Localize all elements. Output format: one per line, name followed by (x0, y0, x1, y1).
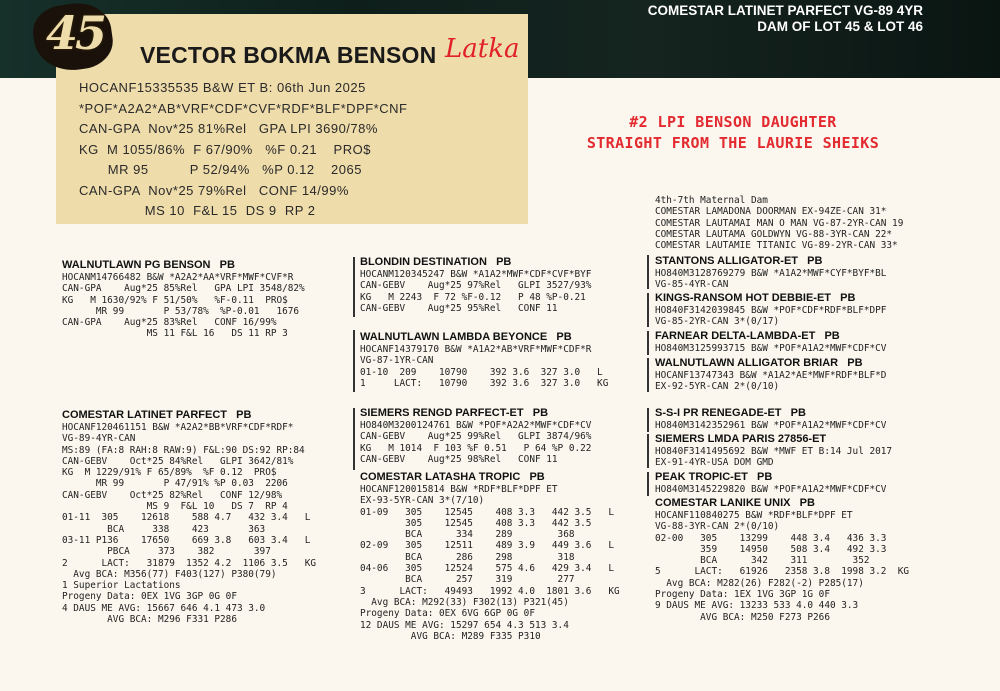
sire-dam-line: VG-87-1YR-CAN (360, 355, 434, 367)
dam-dam-line: 305 12545 408 3.3 442 3.5 (360, 517, 592, 529)
maternal-dams-block (655, 195, 903, 251)
ancestor-line: VG-85-2YR-CAN 3*(0/17) (655, 316, 780, 328)
dam-line: CAN-GEBV Oct*25 84%Rel GLPI 3642/81% (62, 455, 294, 467)
dam-dam-line: 04-06 305 12524 575 4.6 429 3.4 L (360, 563, 614, 575)
dam-dam-line: BCA 334 289 368 (360, 529, 575, 541)
pedigree-bracket (647, 293, 649, 327)
ancestor-name: STANTONS ALLIGATOR-ET PB (655, 255, 823, 267)
lot-number: 45 (46, 6, 105, 60)
ancestor-line: HOCANF110840275 B&W *RDF*BLF*DPF ET (655, 510, 853, 521)
sire-dam-line: 01-10 209 10790 392 3.6 327 3.0 L (360, 366, 603, 378)
ancestor-line: 02-00 305 13299 448 3.4 436 3.3 (655, 532, 887, 544)
ancestor-name: WALNUTLAWN ALLIGATOR BRIAR PB (655, 357, 863, 369)
ancestor-line: HOCANF13747343 B&W *A1A2*AE*MWF*RDF*BLF*D (655, 370, 887, 381)
headline-line2: STRAIGHT FROM THE LAURIE SHEIKS (586, 134, 880, 152)
ancestor-line: Progeny Data: 1EX 1VG 3GP 1G 0F (655, 589, 830, 601)
maternal-line: COMESTAR LAUTAMA GOLDWYN VG-88-3YR-CAN 22* (655, 228, 893, 240)
ancestor-line: Avg BCA: M282(26) F282(-2) P285(17) (655, 577, 864, 589)
ancestor-block (655, 471, 886, 495)
ancestor-block (655, 433, 892, 469)
dam-title (648, 3, 923, 35)
lot-detail-line: MS 10 F&L 15 DS 9 RP 2 (79, 203, 316, 218)
ancestor-block (655, 330, 886, 354)
dam-line: PBCA 373 382 397 (62, 546, 271, 558)
dam-line: 1 Superior Lactations (62, 580, 181, 592)
sire-dam-block (360, 331, 608, 389)
dam-sire-block (360, 407, 591, 465)
dam-sire-line: CAN-GEBV Aug*25 98%Rel CONF 11 (360, 453, 558, 465)
ancestor-line: EX-92-5YR-CAN 2*(0/10) (655, 381, 780, 393)
ancestor-line: HO840M3128769279 B&W *A1A2*MWF*CYF*BYF*BL (655, 268, 887, 279)
dam-line: 4 DAUS ME AVG: 15667 646 4.1 473 3.0 (62, 602, 266, 614)
pedigree-bracket (647, 472, 649, 496)
pedigree-bracket (353, 408, 355, 470)
sire-line: CAN-GPA Aug*25 85%Rel GPA LPI 3548/82% (62, 283, 305, 295)
dam-dam-line: BCA 286 298 318 (360, 551, 575, 563)
ancestor-line: HO840F3141495692 B&W *MWF ET B:14 Jul 2017 (655, 446, 893, 457)
headline (566, 112, 900, 154)
lot-detail-line: HOCANF15335535 B&W ET B: 06th Jun 2025 (79, 80, 366, 95)
sire-sire-line: KG M 2243 F 72 %F-0.12 P 48 %P-0.21 (360, 291, 586, 303)
sire-sire-line: HOCANM120345247 B&W *A1A2*MWF*CDF*CVF*BYF (360, 269, 592, 280)
lot-detail-line: KG M 1055/86% F 67/90% %F 0.21 PRO$ (79, 141, 371, 157)
ancestor-line: VG-85-4YR-CAN (655, 279, 729, 291)
sire-line: CAN-GPA Aug*25 83%Rel CONF 16/99% (62, 317, 277, 329)
ancestor-block (655, 292, 886, 328)
dam-line: CAN-GEBV Oct*25 82%Rel CONF 12/98% (62, 489, 283, 501)
dam-dam-line: 01-09 305 12545 408 3.3 442 3.5 L (360, 506, 614, 518)
dam-dam-line: 02-09 305 12511 489 3.9 449 3.6 L (360, 540, 614, 552)
sire-sire-line: CAN-GEBV Aug*25 97%Rel GLPI 3527/93% (360, 280, 592, 292)
dam-sire-line: KG M 1014 F 103 %F 0.51 P 64 %P 0.22 (360, 442, 592, 454)
dam-title-line1: COMESTAR LATINET PARFECT VG-89 4YR (647, 3, 923, 18)
pedigree-bracket (647, 408, 649, 432)
lot-details (79, 78, 407, 222)
dam-name: COMESTAR LATINET PARFECT PB (62, 409, 252, 421)
dam-dam-line: HOCANF120015814 B&W *RDF*BLF*DPF ET (360, 484, 558, 495)
pedigree-bracket (647, 434, 649, 468)
sire-line: MR 99 P 53/78% %P-0.01 1676 (62, 305, 300, 317)
ancestor-name: SIEMERS LMDA PARIS 27856-ET (655, 433, 827, 445)
ancestor-line: HO840M3125993715 B&W *POF*A1A2*MWF*CDF*CV (655, 343, 887, 354)
lot-detail-line: CAN-GPA Nov*25 81%Rel GPA LPI 3690/78% (79, 121, 378, 136)
ancestor-block (655, 357, 886, 393)
ancestor-line: BCA 342 311 352 (655, 555, 870, 567)
ancestor-line: VG-88-3YR-CAN 2*(0/10) (655, 521, 780, 533)
lot-detail-line: *POF*A2A2*AB*VRF*CDF*CVF*RDF*BLF*DPF*CNF (79, 100, 408, 116)
maternal-line: 4th-7th Maternal Dam (655, 195, 768, 206)
sire-line: MS 11 F&L 16 DS 11 RP 3 (62, 328, 288, 340)
ancestor-name: FARNEAR DELTA-LAMBDA-ET PB (655, 330, 840, 342)
dam-line: 03-11 P136 17650 669 3.8 603 3.4 L (62, 534, 311, 546)
sire-line: KG M 1630/92% F 51/50% %F-0.11 PRO$ (62, 294, 288, 306)
dam-line: 2 LACT: 31879 1352 4.2 1106 3.5 KG (62, 557, 316, 569)
ancestor-name: KINGS-RANSOM HOT DEBBIE-ET PB (655, 292, 856, 304)
maternal-line: COMESTAR LAUTAMIE TITANIC VG-89-2YR-CAN 33* (655, 240, 898, 252)
pedigree-bracket (647, 255, 649, 289)
dam-dam-line: 3 LACT: 49493 1992 4.0 1801 3.6 KG (360, 585, 620, 597)
headline-line1: #2 LPI BENSON DAUGHTER (629, 113, 837, 131)
dam-dam-line: 12 DAUS ME AVG: 15297 654 4.3 513 3.4 (360, 619, 569, 631)
pedigree-bracket (353, 257, 355, 317)
ancestor-line: 359 14950 508 3.4 492 3.3 (655, 543, 887, 555)
dam-dam-line: Avg BCA: M292(33) F302(13) P321(45) (360, 596, 569, 608)
dam-sire-name: SIEMERS RENGD PARFECT-ET PB (360, 407, 549, 419)
ancestor-line: AVG BCA: M250 F273 P266 (655, 611, 830, 623)
sire-dam-line: HOCANF14379170 B&W *A1A2*AB*VRF*MWF*CDF*R (360, 344, 592, 355)
ancestor-line: EX-91-4YR-USA DOM GMD (655, 457, 774, 469)
sire-sire-line: CAN-GEBV Aug*25 95%Rel CONF 11 (360, 302, 558, 314)
dam-line: Progeny Data: 0EX 1VG 3GP 0G 0F (62, 591, 237, 603)
pedigree-bracket (647, 331, 649, 355)
sire-block (62, 259, 305, 340)
ancestor-block (655, 255, 886, 291)
sire-sire-name: BLONDIN DESTINATION PB (360, 256, 512, 268)
ancestor-line: HO840F3142039845 B&W *POF*CDF*RDF*BLF*DPF (655, 305, 887, 316)
dam-line: VG-89-4YR-CAN (62, 433, 136, 445)
sire-name: WALNUTLAWN PG BENSON PB (62, 259, 235, 271)
sire-sire-block (360, 256, 591, 314)
dam-line: KG M 1229/91% F 65/89% %F 0.12 PRO$ (62, 467, 277, 479)
dam-dam-line: Progeny Data: 0EX 6VG 6GP 0G 0F (360, 608, 535, 620)
dam-line: MR 99 P 47/91% %P 0.03 2206 (62, 478, 288, 490)
ancestor-line: HO840M3142352961 B&W *POF*A1A2*MWF*CDF*CV (655, 420, 887, 431)
dam-line: MS 9 F&L 10 DS 7 RP 4 (62, 501, 288, 513)
dam-line: AVG BCA: M296 F331 P286 (62, 614, 237, 626)
dam-line: HOCANF120461151 B&W *A2A2*BB*VRF*CDF*RDF* (62, 422, 294, 433)
dam-title-line2: DAM OF LOT 45 & LOT 46 (757, 19, 923, 34)
ancestor-line: HO840M3145229820 B&W *POF*A1A2*MWF*CDF*CV (655, 484, 887, 495)
ancestor-name: COMESTAR LANIKE UNIX PB (655, 497, 815, 509)
ancestor-line: 9 DAUS ME AVG: 13233 533 4.0 440 3.3 (655, 600, 859, 612)
dam-line: BCA 338 423 363 (62, 523, 266, 535)
dam-dam-line: BCA 257 319 277 (360, 574, 575, 586)
dam-dam-line: AVG BCA: M289 F335 P310 (360, 630, 541, 642)
maternal-line: COMESTAR LAUTAMAI MAN O MAN VG-87-2YR-CAN 19 (655, 217, 904, 229)
lot-detail-line: MR 95 P 52/94% %P 0.12 2065 (79, 162, 362, 177)
animal-nickname: Latka (445, 34, 520, 64)
animal-name: VECTOR BOKMA BENSON (140, 42, 437, 68)
dam-dam-block (360, 471, 620, 642)
dam-sire-line: HO840M3200124761 B&W *POF*A2A2*MWF*CDF*CV (360, 420, 592, 431)
ancestor-block (655, 497, 909, 623)
ancestor-name: PEAK TROPIC-ET PB (655, 471, 773, 483)
sire-line: HOCANM14766482 B&W *A2A2*AA*VRF*MWF*CVF*R (62, 272, 294, 283)
sire-dam-name: WALNUTLAWN LAMBDA BEYONCE PB (360, 331, 572, 343)
dam-dam-name: COMESTAR LATASHA TROPIC PB (360, 471, 545, 483)
dam-dam-line: EX-93-5YR-CAN 3*(7/10) (360, 495, 485, 507)
pedigree-bracket (647, 358, 649, 392)
ancestor-block (655, 407, 886, 431)
dam-block (62, 409, 316, 625)
sire-dam-line: 1 LACT: 10790 392 3.6 327 3.0 KG (360, 377, 609, 389)
lot-detail-line: CAN-GPA Nov*25 79%Rel CONF 14/99% (79, 182, 349, 198)
dam-sire-line: CAN-GEBV Aug*25 99%Rel GLPI 3874/96% (360, 431, 592, 443)
ancestor-line: 5 LACT: 61926 2358 3.8 1998 3.2 KG (655, 566, 909, 578)
dam-line: 01-11 305 12618 588 4.7 432 3.4 L (62, 512, 311, 524)
pedigree-bracket (353, 330, 355, 392)
ancestor-name: S-S-I PR RENEGADE-ET PB (655, 407, 806, 419)
dam-line: Avg BCA: M356(77) F403(127) P380(79) (62, 568, 277, 580)
maternal-line: COMESTAR LAMADONA DOORMAN EX-94ZE-CAN 31* (655, 206, 887, 218)
dam-line: MS:89 (FA:8 RAH:8 RAW:9) F&L:90 DS:92 RP:84 (62, 444, 305, 456)
